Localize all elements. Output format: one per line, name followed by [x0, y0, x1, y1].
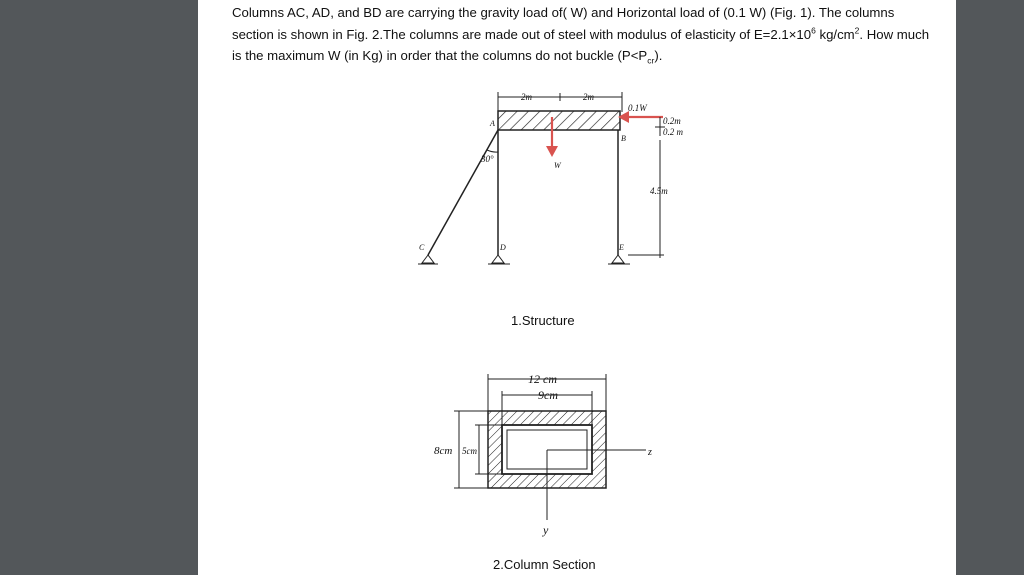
node-e-label: E	[619, 243, 624, 252]
span-dimension	[498, 92, 622, 112]
angle-label: 30°	[481, 154, 494, 164]
span-left-label: 2m	[521, 92, 532, 102]
pin-support-d	[488, 255, 510, 264]
column-ac	[428, 130, 498, 255]
outer-width-label: 12 cm	[528, 372, 557, 386]
axis-z-label: z	[648, 447, 652, 458]
node-a-label: A	[490, 119, 495, 128]
beam	[498, 111, 620, 130]
load-01w-label: 0.1W	[628, 103, 647, 113]
node-c-label: C	[419, 243, 425, 252]
problem-text-2: kg/cm	[815, 26, 855, 42]
problem-text-4: ).	[654, 48, 663, 63]
exponent-2: 2	[854, 25, 860, 36]
inner-height-label: 5cm	[462, 446, 477, 456]
problem-text-3: . How much is the maximum W (in Kg) in order that the columns do not buckle (P<P	[232, 26, 930, 63]
pin-support-c	[418, 255, 438, 264]
figure1-caption: 1.Structure	[511, 313, 575, 328]
span-right-label: 2m	[583, 92, 594, 102]
pin-support-e	[608, 255, 630, 264]
dim-top-label: 0.2m	[663, 116, 681, 126]
structure-figure	[198, 0, 956, 575]
exponent-6: 6	[811, 25, 816, 36]
outer-height-label: 8cm	[434, 445, 453, 457]
dim-mid-label: 0.2 m	[663, 127, 683, 137]
inner-width-label: 9cm	[538, 388, 558, 402]
subscript-cr: cr	[647, 55, 655, 66]
document-page	[198, 0, 956, 575]
problem-text-1: Columns AC, AD, and BD are carrying the gravity load of( W) and Horizontal load of (0.1 W) (Fig. 1). The columns section is shown in Fig. 2.The columns are made out of steel with modulus of elasticity of E=2.1×10	[232, 5, 895, 42]
dim-height-label: 4.5m	[650, 186, 668, 196]
figure2-caption: 2.Column Section	[493, 557, 596, 572]
node-d-label: D	[500, 243, 506, 252]
load-w-label: W	[554, 161, 561, 170]
axis-y-label: y	[543, 523, 549, 537]
angle-arc	[487, 150, 498, 152]
node-b-label: B	[621, 134, 626, 143]
